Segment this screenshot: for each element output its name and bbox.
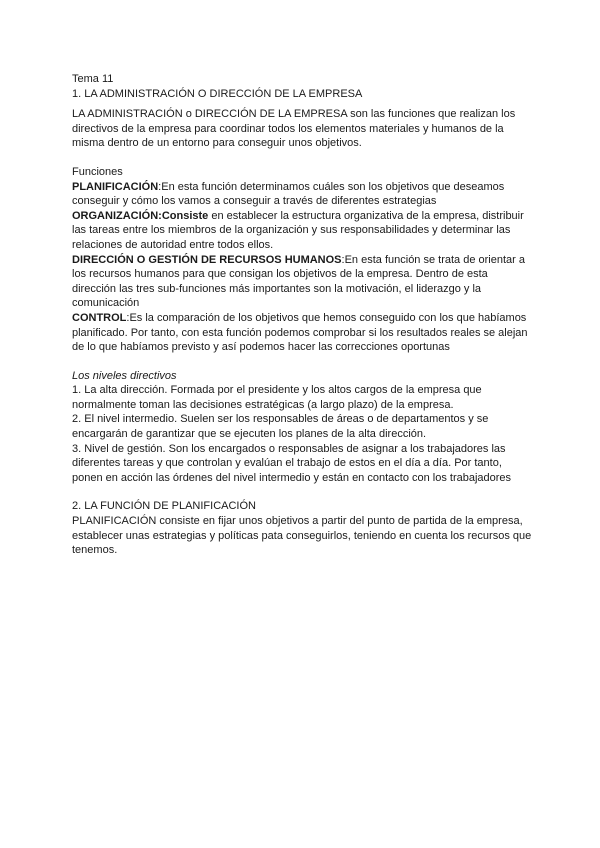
funcion-term: CONTROL bbox=[72, 311, 127, 324]
funcion-text: Es la comparación de los objetivos que hemos conseguido con los que habíamos planificado. Por tanto, con esta función podemos comprobar si los resultados reales se alejan de lo que habíamos previsto y así podemos hacer las correcciones oportunas bbox=[72, 311, 528, 354]
funcion-text: En esta función se trata de orientar a los recursos humanos para que consigan los objetivos de la empresa. Dentro de esta dirección las tres sub-funciones más importantes son la motivación, el liderazgo y la comunicación bbox=[72, 253, 525, 310]
heading-administracion: 1. LA ADMINISTRACIÓN O DIRECCIÓN DE LA EMPRESA bbox=[72, 87, 363, 100]
planificacion-paragraph: PLANIFICACIÓN consiste en fijar unos objetivos a partir del punto de partida de la empresa, establecer unas estrategias y políticas pata conseguirlos, teniendo en cuenta los recursos que tenemos. bbox=[72, 515, 532, 557]
funcion-term: ORGANIZACIÓN:Consiste bbox=[72, 209, 209, 222]
nivel-item: 2. El nivel intermedio. Suelen ser los responsables de áreas o de departamentos y se encargarán de garantizar que se ejecuten los planes de la alta dirección. bbox=[72, 413, 489, 441]
funcion-term: PLANIFICACIÓN bbox=[72, 180, 159, 193]
funcion-organizacion bbox=[72, 209, 532, 253]
tema-label: Tema 11 bbox=[72, 73, 114, 85]
nivel-item: 3. Nivel de gestión. Son los encargados o responsables de asignar a los trabajadores las diferentes tareas y que controlan y evalúan el trabajo de estos en el día a día. Por tanto, ponen en acción las órdenes del nivel intermedio y están en contacto con los trabajadores bbox=[72, 442, 512, 484]
intro-paragraph: LA ADMINISTRACIÓN o DIRECCIÓN DE LA EMPRESA son las funciones que realizan los directivos de la empresa para coordinar todos los elementos materiales y humanos de la misma dentro de un entorno para conseguir unos objetivos. bbox=[72, 108, 516, 150]
funcion-term: DIRECCIÓN O GESTIÓN DE RECURSOS HUMANOS bbox=[72, 253, 342, 266]
funciones-title: Funciones bbox=[72, 165, 123, 178]
heading-planificacion: 2. LA FUNCIÓN DE PLANIFICACIÓN bbox=[72, 500, 256, 513]
funcion-text: en establecer la estructura organizativa de la empresa, distribuir las tareas entre los miembros de la organización y sus responsabilidades y determinar las relaciones de autoridad entre todos ellos. bbox=[72, 209, 524, 251]
funcion-planificacion: PLANIFICACIÓN:En esta función determinamos cuáles son los objetivos que deseamos conseguir y cómo los vamos a conseguir a través de diferentes estrategias bbox=[72, 180, 505, 208]
document-body bbox=[72, 72, 532, 558]
nivel-item: 1. La alta dirección. Formada por el presidente y los altos cargos de la empresa que normalmente toman las decisiones estratégicas (a largo plazo) de la empresa. bbox=[72, 384, 482, 411]
funcion-text: En esta función determinamos cuáles son los objetivos que deseamos conseguir y cómo los vamos a conseguir a través de diferentes estrategias bbox=[72, 180, 505, 208]
niveles-title: Los niveles directivos bbox=[72, 369, 177, 382]
funcion-control: CONTROL:Es la comparación de los objetivos que hemos conseguido con los que habíamos planificado. Por tanto, con esta función podemos comprobar si los resultados reales se alejan de lo que habíamos previsto y así podemos hacer las correcciones oportunas bbox=[72, 311, 528, 354]
funcion-direccion: DIRECCIÓN O GESTIÓN DE RECURSOS HUMANOS:En esta función se trata de orientar a los recursos humanos para que consigan los objetivos de la empresa. Dentro de esta dirección las tres sub-funciones más importantes son la motivación, el liderazgo y la comunicación bbox=[72, 253, 525, 310]
